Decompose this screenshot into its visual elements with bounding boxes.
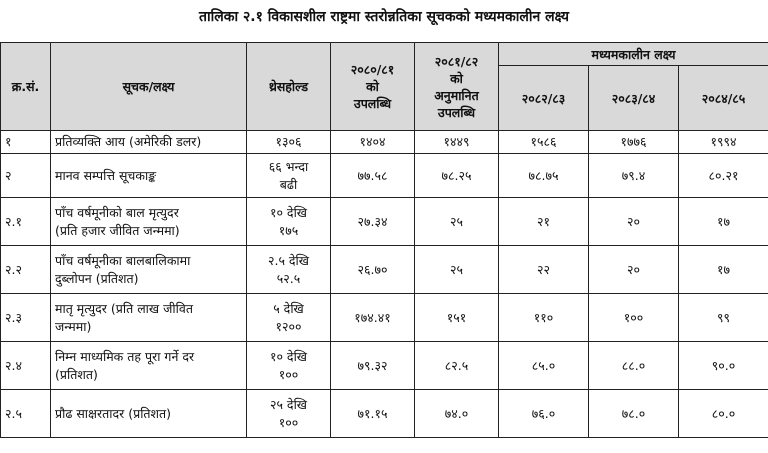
row-target-1: २२ bbox=[499, 246, 589, 294]
table-row bbox=[1, 198, 768, 246]
row-target-2: ८८.० bbox=[589, 342, 679, 390]
row-target-3: १९९४ bbox=[679, 131, 768, 154]
table-row bbox=[1, 246, 768, 294]
table-row bbox=[1, 131, 768, 154]
row-estimated: ७४.० bbox=[415, 390, 499, 438]
header-year-2: २०८३/८४ bbox=[589, 66, 679, 131]
row-target-3: १७ bbox=[679, 246, 768, 294]
row-target-2: १०० bbox=[589, 294, 679, 342]
row-threshold: २.५ देखि ५२.५ bbox=[247, 246, 331, 294]
header-achievement: २०८०/८१ को उपलब्धि bbox=[331, 43, 415, 131]
row-indicator: पाँच वर्षमूनीका बालबालिकामा दुब्लोपन (प्रतिशत) bbox=[51, 246, 247, 294]
row-sn: २.५ bbox=[1, 390, 51, 438]
row-sn: १ bbox=[1, 131, 51, 154]
row-target-3: ८०.२१ bbox=[679, 154, 768, 198]
row-estimated: १४४९ bbox=[415, 131, 499, 154]
row-target-1: ७८.७५ bbox=[499, 154, 589, 198]
row-target-2: २० bbox=[589, 198, 679, 246]
row-target-1: १५८६ bbox=[499, 131, 589, 154]
row-estimated: ७८.२५ bbox=[415, 154, 499, 198]
indicator-table bbox=[0, 42, 768, 438]
row-threshold: ६६ भन्दा बढी bbox=[247, 154, 331, 198]
table-row bbox=[1, 294, 768, 342]
row-achievement: २७.३४ bbox=[331, 198, 415, 246]
row-threshold: ५ देखि १२०० bbox=[247, 294, 331, 342]
row-target-3: ८०.० bbox=[679, 390, 768, 438]
header-midterm-target: मध्यमकालीन लक्ष्य bbox=[499, 43, 768, 66]
row-threshold: २५ देखि १०० bbox=[247, 390, 331, 438]
row-sn: २ bbox=[1, 154, 51, 198]
row-estimated: २५ bbox=[415, 198, 499, 246]
table-row bbox=[1, 390, 768, 438]
row-target-2: १७७६ bbox=[589, 131, 679, 154]
row-indicator: मानव सम्पत्ति सूचकाङ्क bbox=[51, 154, 247, 198]
header-threshold: थ्रेसहोल्ड bbox=[247, 43, 331, 131]
row-target-1: २१ bbox=[499, 198, 589, 246]
row-target-3: १७ bbox=[679, 198, 768, 246]
row-estimated: ८२.५ bbox=[415, 342, 499, 390]
row-target-1: ८५.० bbox=[499, 342, 589, 390]
header-estimated: २०८१/८२ को अनुमानित उपलब्धि bbox=[415, 43, 499, 131]
table-title: तालिका २.१ विकासशील राष्ट्रमा स्तरोन्नतिका सूचकको मध्यमकालीन लक्ष्य bbox=[199, 9, 569, 25]
table-row bbox=[1, 154, 768, 198]
row-achievement: १४०४ bbox=[331, 131, 415, 154]
row-sn: २.२ bbox=[1, 246, 51, 294]
row-indicator: प्रौढ साक्षरतादर (प्रतिशत) bbox=[51, 390, 247, 438]
row-target-2: ७८.० bbox=[589, 390, 679, 438]
header-year-3: २०८४/८५ bbox=[679, 66, 768, 131]
row-achievement: ७७.५८ bbox=[331, 154, 415, 198]
row-achievement: १७४.४१ bbox=[331, 294, 415, 342]
table-row bbox=[1, 342, 768, 390]
row-threshold: १० देखि १०० bbox=[247, 342, 331, 390]
row-target-1: ११० bbox=[499, 294, 589, 342]
row-target-3: ९०.० bbox=[679, 342, 768, 390]
row-indicator: प्रतिव्यक्ति आय (अमेरिकी डलर) bbox=[51, 131, 247, 154]
row-target-3: ९९ bbox=[679, 294, 768, 342]
row-indicator: मातृ मृत्युदर (प्रति लाख जीवित जन्ममा) bbox=[51, 294, 247, 342]
header-sn: क्र.सं. bbox=[1, 43, 51, 131]
row-target-2: २० bbox=[589, 246, 679, 294]
row-threshold: १३०६ bbox=[247, 131, 331, 154]
row-target-2: ७९.४ bbox=[589, 154, 679, 198]
row-sn: २.३ bbox=[1, 294, 51, 342]
row-achievement: ७९.३२ bbox=[331, 342, 415, 390]
header-indicator: सूचक/लक्ष्य bbox=[51, 43, 247, 131]
row-indicator: निम्न माध्यमिक तह पूरा गर्ने दर (प्रतिशत) bbox=[51, 342, 247, 390]
row-estimated: २५ bbox=[415, 246, 499, 294]
row-target-1: ७६.० bbox=[499, 390, 589, 438]
header-year-1: २०८२/८३ bbox=[499, 66, 589, 131]
row-sn: २.४ bbox=[1, 342, 51, 390]
row-threshold: १० देखि १७५ bbox=[247, 198, 331, 246]
row-estimated: १५१ bbox=[415, 294, 499, 342]
row-indicator: पाँच वर्षमूनीको बाल मृत्युदर (प्रति हजार जीवित जन्ममा) bbox=[51, 198, 247, 246]
row-achievement: २६.७० bbox=[331, 246, 415, 294]
row-achievement: ७१.१५ bbox=[331, 390, 415, 438]
row-sn: २.१ bbox=[1, 198, 51, 246]
